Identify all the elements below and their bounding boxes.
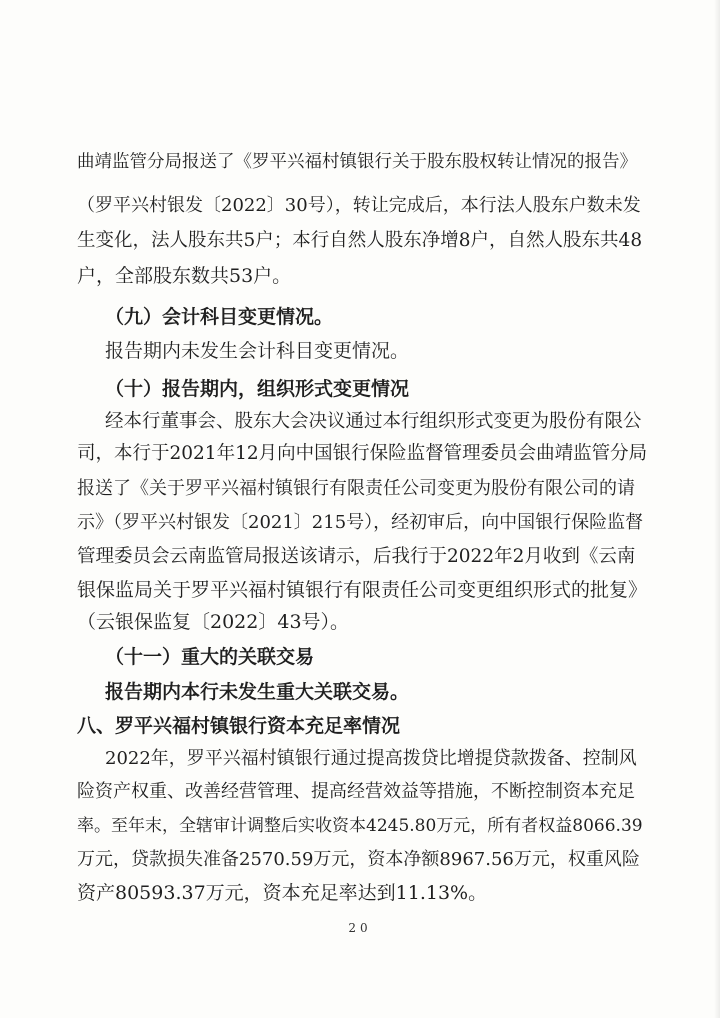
text-line: 曲靖监管分局报送了《罗平兴福村镇银行关于股东股权转让情况的报告》 — [77, 152, 637, 172]
text-line: 报告期内本行未发生重大关联交易。 — [105, 681, 410, 703]
text-line: （罗平兴村银发〔2022〕30号），转让完成后，本行法人股东户数未发 — [77, 195, 641, 216]
scan-edge — [714, 0, 720, 1018]
text-line: 管理委员会云南监管局报送该请示，后我行于2022年2月收到《云南 — [77, 546, 636, 567]
text-line: 2022年，罗平兴福村镇银行通过提高拨贷比增提贷款拨备、控制风 — [105, 748, 637, 769]
text-line: 报告期内未发生会计科目变更情况。 — [105, 340, 410, 362]
section-heading: （九）会计科目变更情况。 — [105, 306, 334, 328]
text-line: 率。至年末，全辖审计调整后实收资本4245.80万元，所有者权益8066.39 — [77, 816, 643, 836]
text-line: 示》（罗平兴村银发〔2021〕215号），经初审后，向中国银行保险监督 — [77, 512, 644, 533]
section-heading: （十一）重大的关联交易 — [105, 646, 315, 668]
chapter-heading: 八、罗平兴福村镇银行资本充足率情况 — [77, 715, 401, 737]
text-line: 报送了《关于罗平兴福村镇银行有限责任公司变更为股份有限公司的请 — [77, 478, 635, 499]
text-line: 万元，贷款损失准备2570.59万元，资本净额8967.56万元，权重风险 — [77, 849, 640, 870]
page-number: 20 — [348, 921, 372, 935]
text-line: 银保监局关于罗平兴福村镇银行有限责任公司变更组织形式的批复》 — [77, 579, 648, 601]
text-line: 经本行董事会、股东大会决议通过本行组织形式变更为股份有限公 — [105, 411, 642, 432]
section-heading: （十）报告期内，组织形式变更情况 — [105, 378, 410, 400]
text-line: 资产80593.37万元，资本充足率达到11.13%。 — [77, 882, 488, 904]
text-line: （云银保监复〔2022〕43号）。 — [77, 611, 350, 633]
text-line: 生变化，法人股东共5户；本行自然人股东净增8户，自然人股东共48 — [77, 230, 643, 251]
text-line: 险资产权重、改善经营管理、提高经营效益等措施，不断控制资本充足 — [77, 781, 635, 802]
text-line: 司，本行于2021年12月向中国银行保险监督管理委员会曲靖监管分局 — [77, 443, 648, 464]
text-line: 户，全部股东数共53户。 — [77, 265, 292, 287]
